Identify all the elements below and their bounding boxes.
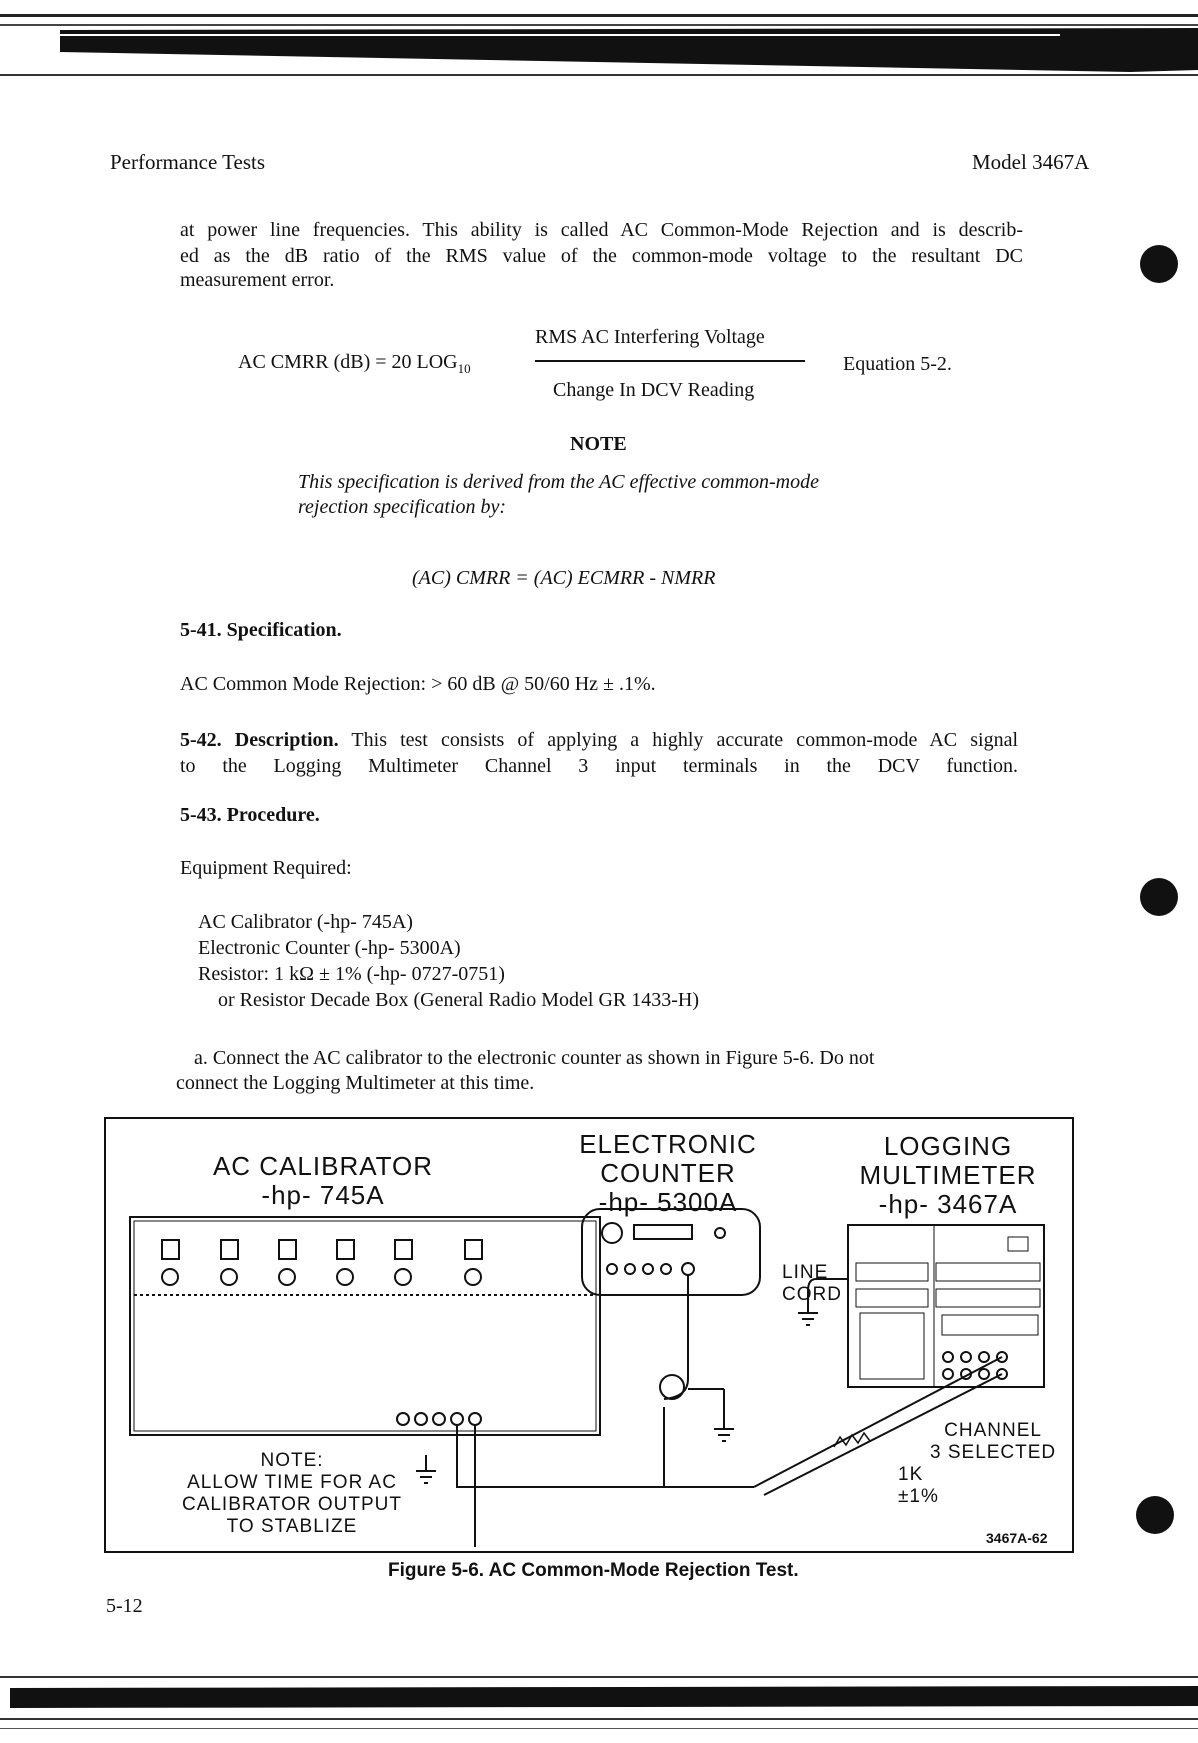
note-title: NOTE — [570, 433, 627, 455]
figure-note: NOTE: ALLOW TIME FOR AC CALIBRATOR OUTPUT TO STABLIZE — [181, 1450, 403, 1537]
fraction-bar — [535, 360, 805, 362]
page-number: 5-12 — [106, 1595, 143, 1617]
note-formula: (AC) CMRR = (AC) ECMRR - NMRR — [412, 567, 716, 589]
equation-label: Equation 5-2. — [843, 353, 952, 375]
channel-label: CHANNEL 3 SELECTED — [930, 1420, 1057, 1463]
figure-code: 3467A-62 — [986, 1530, 1048, 1546]
description-line-2: to the Logging Multimeter Channel 3 input terminals in the DCV function. — [180, 755, 1018, 777]
equation-denominator: Change In DCV Reading — [553, 379, 755, 401]
electronic-counter-label: ELECTRONIC COUNTER -hp- 5300A — [579, 1129, 757, 1217]
top-scan-bar — [0, 0, 1198, 80]
step-a-line-1: a. Connect the AC calibrator to the electronic counter as shown in Figure 5-6. Do not — [194, 1047, 875, 1069]
description-heading: 5-42. Description. — [180, 729, 339, 751]
electronic-counter-device — [582, 1209, 760, 1295]
specification-heading: 5-41. Specification. — [180, 619, 342, 641]
line-cord-label: LINE CORD — [782, 1262, 842, 1305]
punch-hole-bottom — [1136, 1496, 1174, 1534]
figure-caption: Figure 5-6. AC Common-Mode Rejection Test. — [388, 1560, 799, 1581]
equipment-item-1: AC Calibrator (-hp- 745A) — [198, 911, 413, 933]
bottom-scan-bar — [0, 1670, 1198, 1738]
description-line-1: 5-42. Description. This test consists of applying a highly accurate common-mode AC signal — [180, 729, 1019, 751]
ac-calibrator-label: AC CALIBRATOR -hp- 745A — [212, 1151, 434, 1210]
equipment-label: Equipment Required: — [180, 857, 352, 879]
equipment-item-4: or Resistor Decade Box (General Radio Model GR 1433-H) — [218, 989, 699, 1011]
header-right: Model 3467A — [972, 150, 1090, 174]
specification-text: AC Common Mode Rejection: > 60 dB @ 50/60 Hz ± .1%. — [180, 673, 656, 695]
note-line-2: rejection specification by: — [298, 496, 507, 518]
note-line-1: This specification is derived from the AC effective common-mode — [298, 471, 819, 493]
equation-lhs: AC CMRR (dB) = 20 $LOG_{10}$ — [238, 351, 471, 376]
equation-numerator: RMS AC Interfering Voltage — [535, 326, 765, 348]
equipment-item-2: Electronic Counter (-hp- 5300A) — [198, 937, 461, 959]
intro-line-2: ed as the dB ratio of the RMS value of the common-mode voltage to the resultant DC — [180, 245, 1023, 267]
procedure-heading: 5-43. Procedure. — [180, 804, 320, 826]
ac-calibrator-device — [130, 1217, 600, 1435]
punch-hole-top — [1140, 245, 1178, 283]
punch-hole-middle — [1140, 878, 1178, 916]
resistor-label: 1K ±1% — [898, 1464, 939, 1507]
logging-multimeter-device — [848, 1225, 1044, 1387]
logging-multimeter-label: LOGGING MULTIMETER -hp- 3467A — [859, 1131, 1037, 1219]
intro-line-1: at power line frequencies. This ability is called AC Common-Mode Rejection and is describ- — [180, 219, 1023, 241]
intro-line-3: measurement error. — [180, 269, 335, 291]
step-a-line-2: connect the Logging Multimeter at this time. — [176, 1072, 535, 1094]
equipment-item-3: Resistor: 1 kΩ ± 1% (-hp- 0727-0751) — [198, 963, 505, 985]
header-left: Performance Tests — [110, 150, 266, 174]
